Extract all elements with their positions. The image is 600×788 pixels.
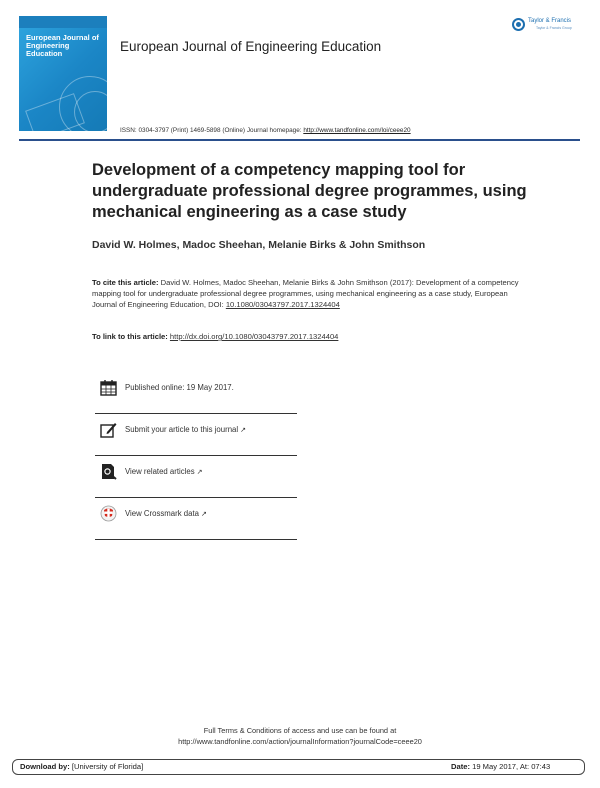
calendar-icon [100, 379, 117, 396]
downloaded-by-label: Download by: [20, 762, 70, 771]
crossmark-icon [100, 505, 117, 522]
journal-cover-thumbnail [19, 16, 107, 131]
crossmark-label: View Crossmark data [125, 509, 199, 518]
header-divider [19, 139, 580, 141]
journal-title[interactable]: European Journal of Engineering Education [120, 39, 382, 54]
publisher-tagline: Taylor & Francis Group [536, 26, 572, 30]
downloaded-by-value: [University of Florida] [69, 762, 144, 771]
related-articles-item[interactable] [95, 456, 297, 498]
article-link-line [92, 332, 338, 341]
external-link-icon: ↗ [196, 469, 203, 476]
related-articles-label: View related articles [125, 467, 195, 476]
crossmark-item[interactable] [95, 498, 297, 540]
external-link-icon: ↗ [240, 427, 246, 434]
download-date-label: Date: [451, 762, 470, 771]
terms-notice [0, 725, 600, 747]
journal-homepage-link[interactable]: http://www.tandfonline.com/loi/ceee20 [303, 127, 411, 134]
download-info-bar [12, 759, 585, 775]
publisher-logo-icon [512, 18, 525, 31]
cover-title: European Journal of Engineering Education [26, 33, 99, 58]
article-title: Development of a competency mapping tool for undergraduate professional degree programmes, using mechanical engineering as a case study [92, 161, 527, 221]
article-authors: David W. Holmes, Madoc Sheehan, Melanie Birks & John Smithson [92, 239, 426, 251]
published-online-text: Published online: 19 May 2017. [125, 383, 234, 392]
edit-icon [100, 421, 117, 438]
external-link-icon: ↗ [200, 511, 207, 518]
article-doi-link[interactable]: http://dx.doi.org/10.1080/03043797.2017.1324404 [169, 332, 339, 341]
publisher-name: Taylor & Francis [528, 18, 572, 24]
download-date-value: 19 May 2017, At: 07:43 [470, 762, 551, 771]
download-date [451, 762, 550, 771]
citation-block [92, 277, 522, 310]
article-actions [95, 372, 297, 540]
submit-article-label: Submit your article to this journal [125, 425, 239, 434]
downloaded-by [20, 762, 143, 771]
article-link-label: To link to this article: [92, 332, 170, 341]
issn-line [120, 127, 411, 134]
submit-article-item[interactable] [95, 414, 297, 456]
published-online-item [95, 372, 297, 414]
citation-label: To cite this article: [92, 278, 159, 287]
submit-article-link[interactable] [125, 425, 246, 434]
issn-text: ISSN: 0304-3797 (Print) 1469-5898 (Online) Journal homepage: [120, 127, 304, 134]
citation-text: David W. Holmes, Madoc Sheehan, Melanie Birks & John Smithson (2017): Development of a competency mapping tool for undergraduate professional degree programmes, using mechanical engineering as a case study, European Journal of Engineering Education, DOI: [92, 278, 519, 309]
cover-decoration [25, 93, 85, 131]
terms-url[interactable]: http://www.tandfonline.com/action/journalInformation?journalCode=ceee20 [178, 737, 422, 746]
publisher-logo[interactable] [512, 16, 592, 38]
crossmark-link[interactable] [125, 509, 207, 518]
terms-line: Full Terms & Conditions of access and use can be found at [203, 726, 397, 735]
cover-top-band [19, 16, 107, 28]
citation-doi-link[interactable]: 10.1080/03043797.2017.1324404 [225, 300, 340, 309]
related-articles-link[interactable] [125, 467, 203, 476]
search-document-icon [100, 463, 117, 480]
